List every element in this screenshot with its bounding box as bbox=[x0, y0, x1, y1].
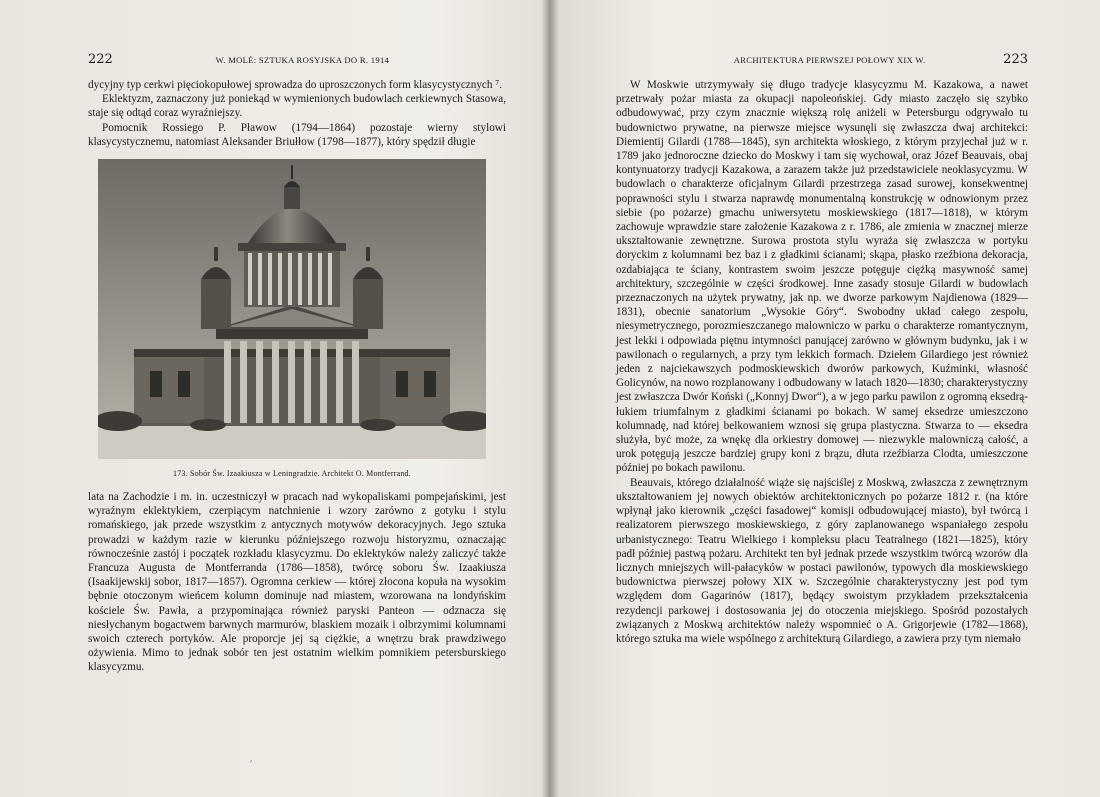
left-text-top bbox=[88, 78, 506, 149]
figure-caption: 173. Sobór Św. Izaakiusza w Leningradzie. Architekt O. Montferrand. bbox=[173, 469, 411, 479]
paragraph: Eklektyzm, zaznaczony już poniekąd w wymienionych budowlach cerkiewnych Stasowa, staje się odtąd coraz wyraźniejszy. bbox=[88, 93, 506, 120]
paragraph: Beauvais, którego działalność wiąże się najściślej z Moskwą, zwłaszcza z zewnętrznym ukształtowaniem jej nowych obiektów architektonicznych po pożarze 1812 r. (na które wpłynął jako kierownik „części fasadowej“ komisji odbudowującej miasto), był twórcą i realizatorem pierwszego moskiewskiego, z góry zaplanowanego wspaniałego zespołu urbanistycznego: Teatru Wielkiego i kompleksu placu Teatralnego (1821—1825), który padł później pastwą pożaru. Architekt ten był jednak przede wszystkim twórcą wzorów dla licznych mniejszych will-pałacyków w postaci pawilonów, typowych dla moskiewskiego budownictwa pierwszej połowy XIX w. Szczególnie charakterystyczny jest pod tym względem dom Gagarinów (1817), będący swoistym przykładem przekształcenia rezydencji parkowej i dostosowania jej do otoczenia miejskiego. Spośród pozostałych związanych z Moskwą architektów należy wspomnieć o A. Grigorjewie (1782—1868), którego sztuka ma wiele wspólnego z architekturą Gilardiego, a zawiera przy tym niemało bbox=[616, 476, 1028, 645]
paragraph: Pomocnik Rossiego P. Pławow (1794—1864) pozostaje wierny stylowi klasycystycznemu, natomiast Aleksander Briułłow (1798—1877), który spędził długie bbox=[88, 121, 506, 148]
left-page bbox=[0, 0, 548, 797]
figure-cathedral bbox=[98, 159, 486, 478]
left-header bbox=[88, 52, 506, 70]
paragraph: W Moskwie utrzymywały się długo tradycje klasycyzmu M. Kazakowa, a nawet przetrwały pożar miasta za okupacji napoleońskiej. Gdy miasto zaczęło się szybko odbudowywać, przy czym znacznie większą rolę aniżeli w Petersburgu odgrywało tu budownictwo prywatne, na pierwsze miejsce wysunęli się zwłaszcza dwaj architekci: Diemientij Gilardi (1788—1845), syn architekta włoskiego, z którym przyjechał już w r. 1789 jako jednoroczne dziecko do Moskwy i tam się wychował, oraz Józef Beauvais, obaj kontynuatorzy tradycji Kazakowa, a zarazem także już przedstawiciele neoklasycyzmu. W budowlach o charakterze oficjalnym Gilardi przestrzega zasad surowej, konsekwentnej poprawności stylu i stwarza naprawdę monumentalną konstrukcję w odnowionym przez siebie (po pożarze) gmachu uniwersytetu moskiewskiego (1817—1818), w którym zachowuje wprawdzie stare założenie Kazakowa z r. 1786, ale zmienia w znacznej mierze ukształtowanie zewnętrzne. Surowa prostota stylu wyraża się zwłaszcza w portyku doryckim z kolumnami bez baz i z gładkimi ścianami; skąpa, płasko rzeźbiona dekoracja, ozdabiająca te ściany, kontrastem swoim jeszcze potęguje ciężką masywność samej architektury, szczególnie w części środkowej. Inne zasady stosuje Gilardi w budowlach przeznaczonych na użytek prywatny, jak np. we dworze parkowym Najdienowa (1829—1831), obecnie sanatorium „Wysokie Góry“. Swobodny układ całego zespołu, niesymetrycznego, porozmieszczanego malowniczo w parku o charakterze romantycznym, jest lekki i odpowiada piętnu intymności panującej zarówno w głównym budynku, jak i w pawilonach o regularnych, a przy tym lekkich formach. Dziełem Gilardiego jest również jeden z najciekawszych podmoskiewskich dworów parkowych, Kuźminki, własność Golicynów, na nowo rozplanowany i odbudowany w latach 1820—1830; charakterystyczny jest zwłaszcza Dwór Koński („Konnyj Dwor“), a w jego parku pawilon z ogromną eksedrą-łukiem triumfalnym z gładkimi ścianami po bokach. W samej eksedrze umieszczono kolumnadę, nad której belkowaniem wznosi się grupa plastyczna. Stwarza to — eksedra służyła, być może, za wnękę dla orkiestry domowej — niezwykle malowniczą całość, a urok potęgują jeszcze bardziej grupy koni z brązu, dłuta rzeźbiarza Clodta, umieszczone później po bokach pawilonu. bbox=[616, 79, 1028, 475]
right-page-number: 223 bbox=[1003, 52, 1028, 67]
right-page bbox=[552, 0, 1100, 797]
right-header bbox=[616, 52, 1028, 70]
left-text-bottom bbox=[88, 490, 506, 675]
right-text bbox=[616, 78, 1028, 646]
right-running-head: ARCHITEKTURA PIERWSZEJ POŁOWY XIX W. bbox=[733, 55, 926, 65]
cathedral-photo bbox=[98, 159, 486, 459]
paragraph: dycyjny typ cerkwi pięciokopułowej sprowadza do uproszczonych form klasycystycznych ⁷. bbox=[88, 79, 502, 91]
paragraph: lata na Zachodzie i m. in. uczestniczył w pracach nad wykopaliskami pompejańskimi, jest wyraźnym eklektykiem, czerpiącym natchnienie i wzory zarówno z gotyku i stylu romańskiego, jak przede wszystkim z antycznych motywów dekoracyjnych. Jego sztuka prowadzi w każdym razie w kierunku późniejszego rozwoju historyzmu, oznaczając równocześnie zastój i początek rozkładu klasycyzmu. Do eklektyków należy zaliczyć także Francuza Augusta de Montferranda (1786—1858), twórcę soboru Św. Izaakiusza (Isaakijewskij sobor, 1817—1857). Ogromna cerkiew — której złocona kopuła na wysokim bębnie otoczonym wieńcem kolumn dominuje nad miastem, wzorowana na londyńskim kościele Św. Pawła, a przypominająca również paryski Panteon — odznacza się niesłychanym bogactwem barwnych marmurów, blaskiem mozaik i olbrzymimi kolumnami swoich czterech portyków. Ale proporcje jej są ciężkie, a wnętrzu brak prawdziwego ożywienia. Mimo to jednak sobór ten jest ostatnim wielkim pomnikiem petersburskiego klasycyzmu. bbox=[88, 491, 506, 674]
left-running-head: W. MOLĖ: SZTUKA ROSYJSKA DO R. 1914 bbox=[215, 55, 390, 65]
left-page-number: 222 bbox=[88, 52, 113, 67]
page-mark: ′ bbox=[250, 760, 253, 771]
